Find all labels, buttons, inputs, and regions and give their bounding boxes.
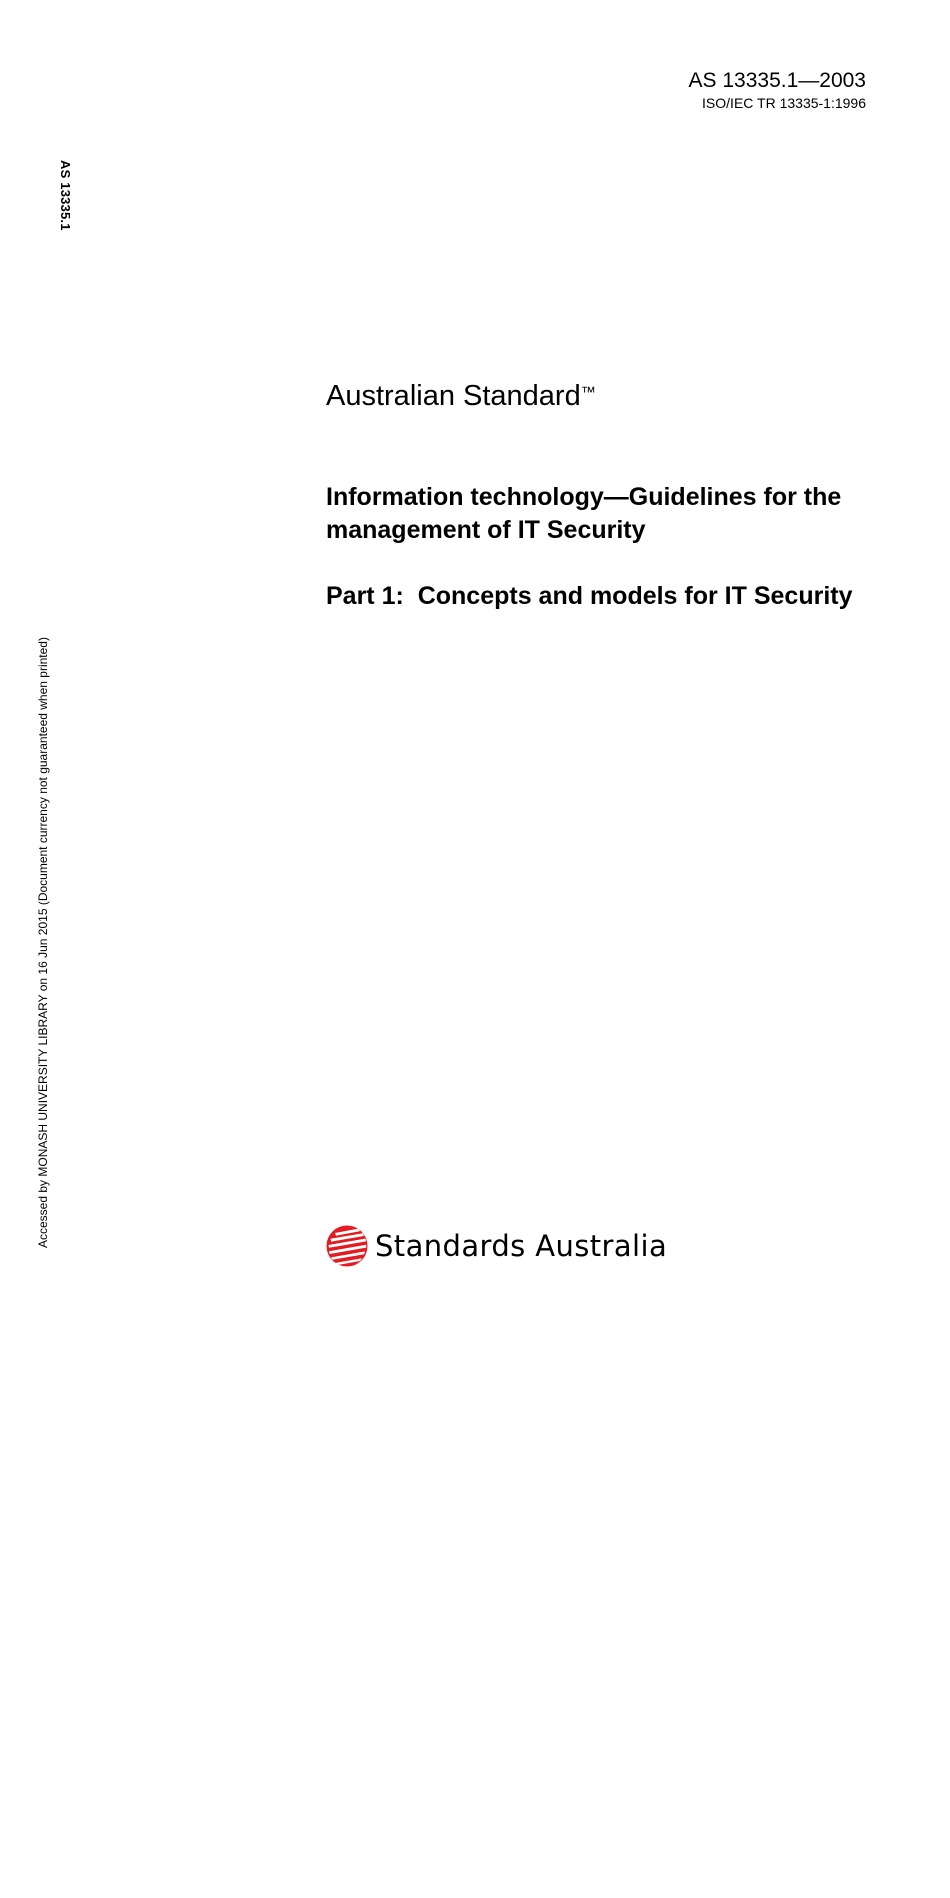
trademark-symbol: ™ [580,384,596,401]
title-block [326,481,896,613]
document-part-title: Part 1: Concepts and models for IT Security [326,582,853,610]
spine-label-text: AS 13335.1 [58,160,73,231]
standards-australia-logo-icon [326,1224,368,1268]
access-note [18,637,50,1898]
standard-type-text: Australian Standard [326,380,581,412]
publisher-block [326,1224,667,1268]
document-title: Information technology—Guidelines for the management of IT Security [326,483,842,544]
standard-number: AS 13335.1—2003 [688,69,866,92]
document-number-block [689,68,866,112]
spine-label [53,160,75,240]
access-note-text: Accessed by MONASH UNIVERSITY LIBRARY on 16 Jun 2015 (Document currency not guaranteed when printed) [36,637,50,1248]
publisher-name: Standards Australia [375,1229,668,1263]
iso-reference: ISO/IEC TR 13335-1:1996 [702,95,866,111]
standard-type-heading [326,378,596,414]
